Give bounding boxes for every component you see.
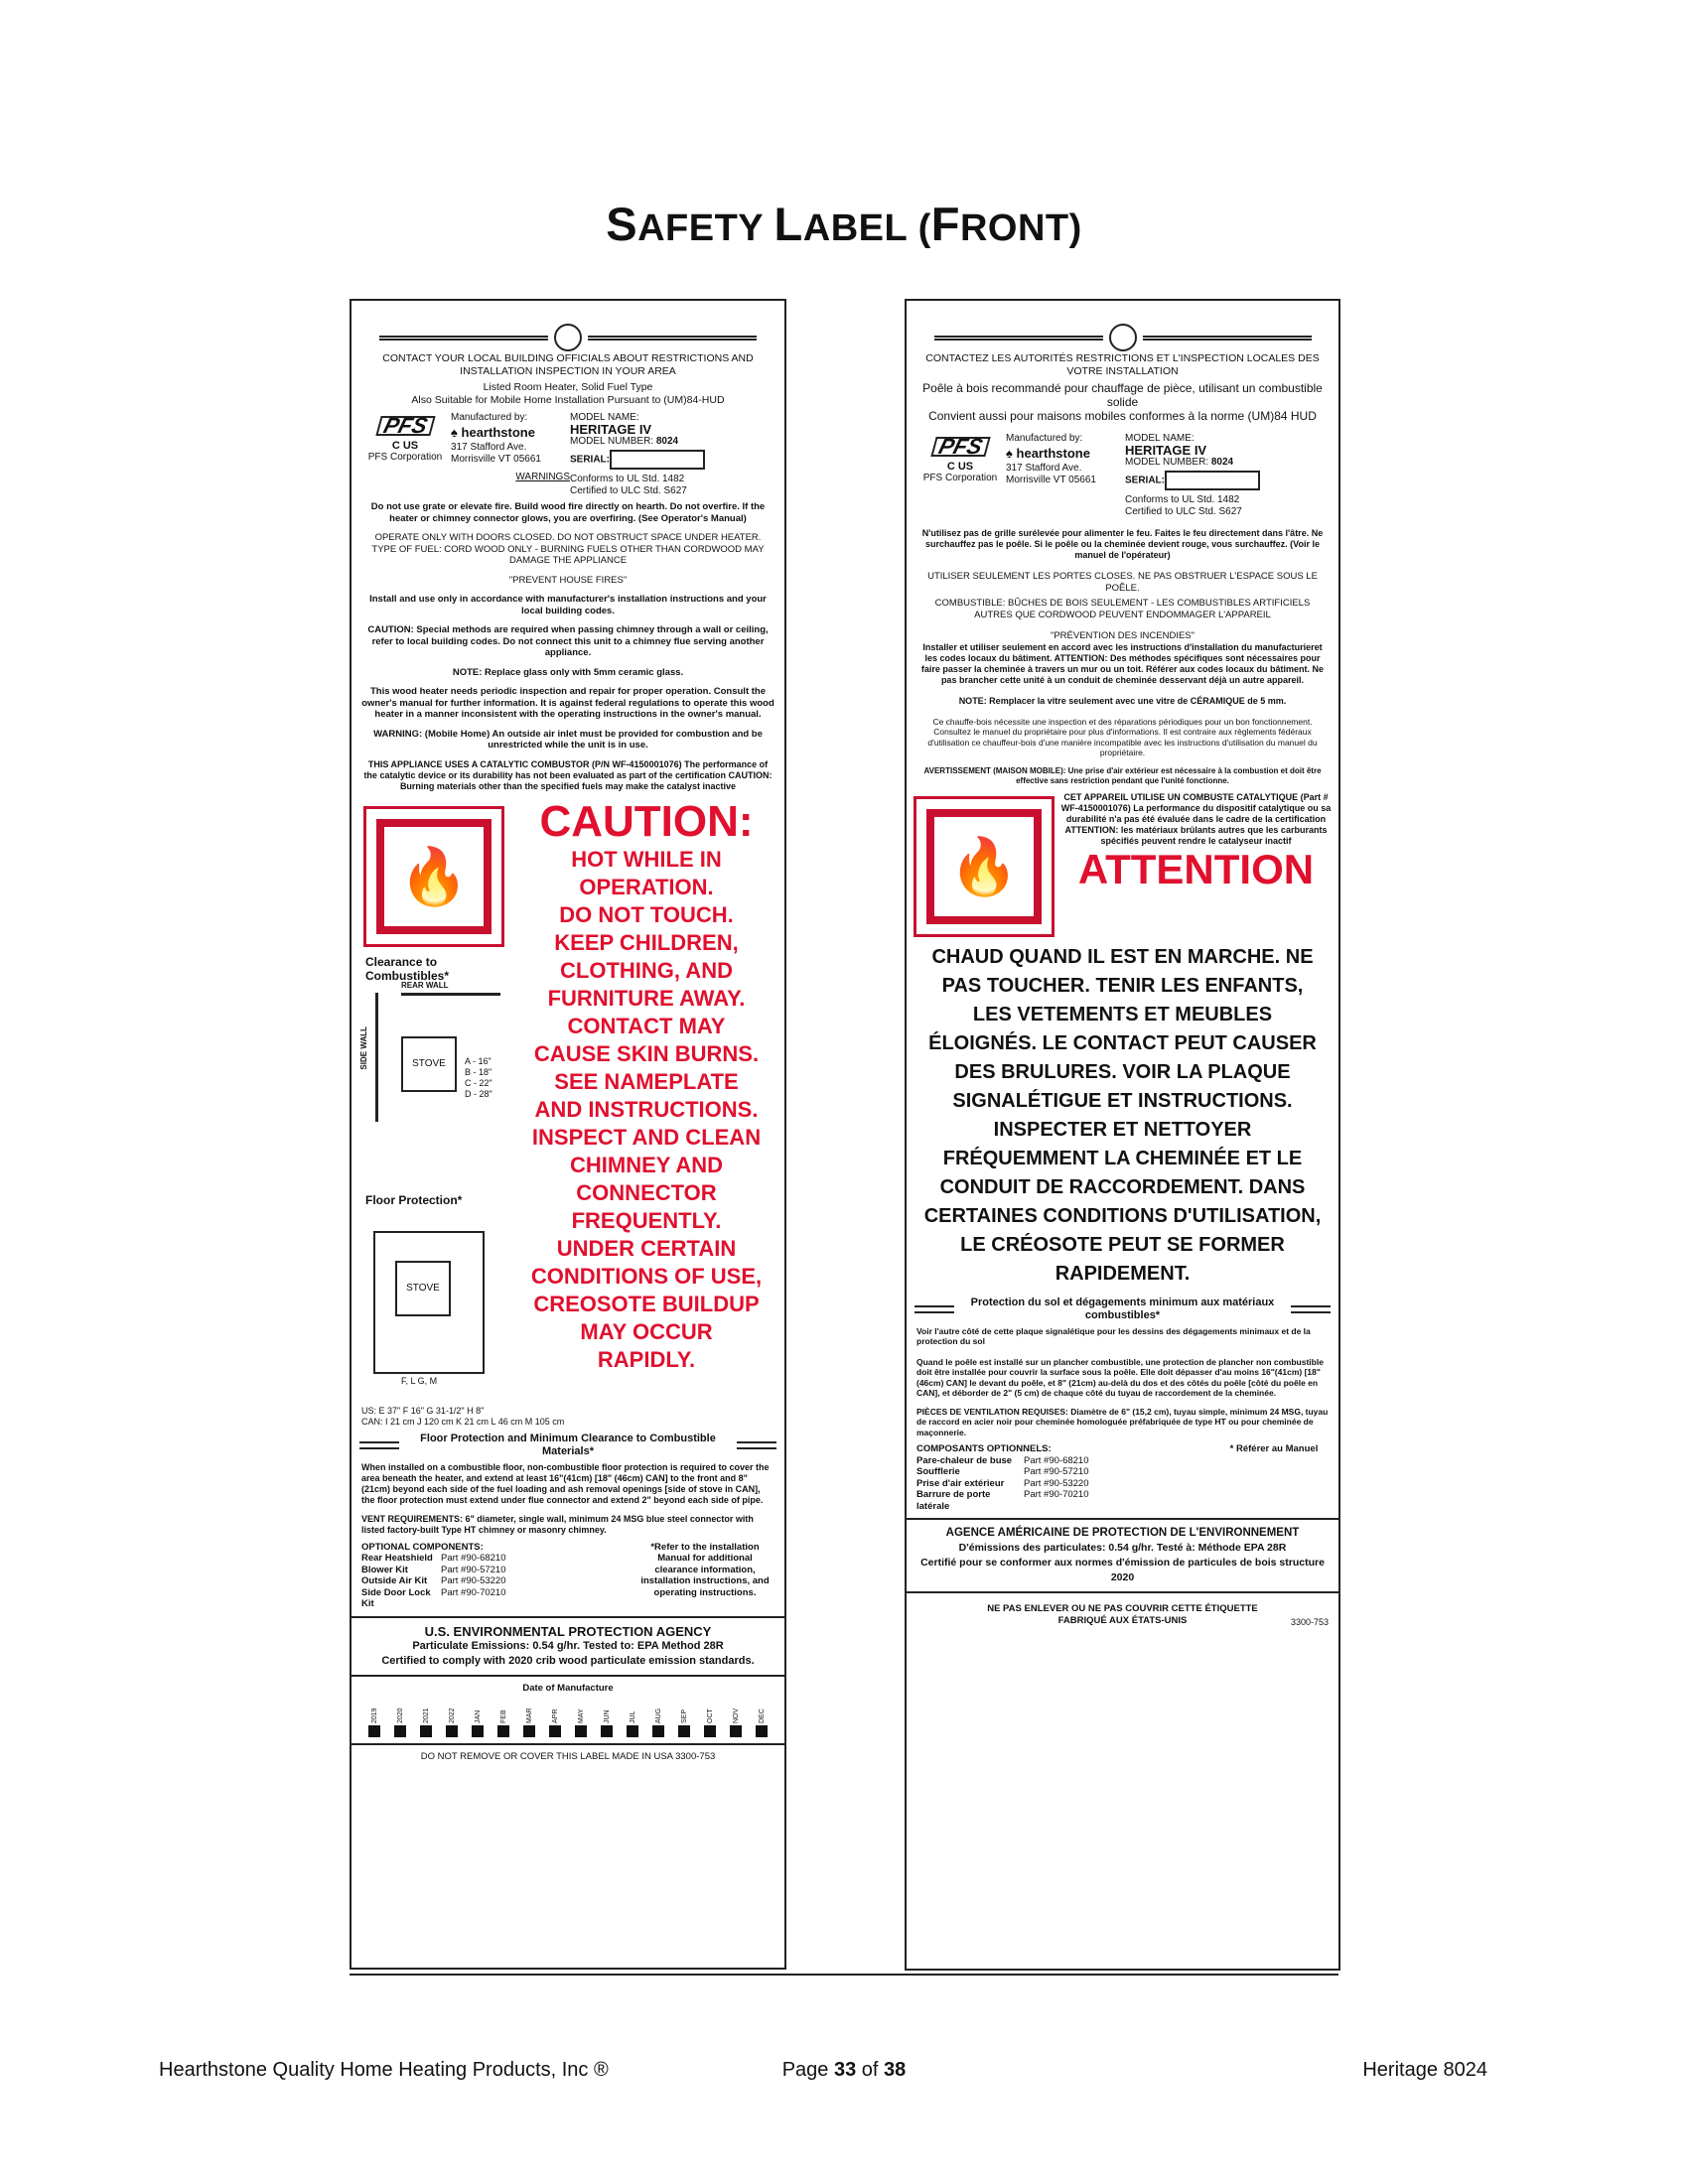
fire-hand-icon: 🔥 bbox=[926, 809, 1042, 924]
hearthstone-logo: ♠ hearthstone bbox=[1006, 446, 1090, 461]
serial-box bbox=[1165, 471, 1260, 490]
pfs-logo: PFS C US PFS Corporation bbox=[922, 434, 998, 483]
label-hanger bbox=[352, 323, 784, 352]
fire-hazard-sign bbox=[914, 796, 1055, 937]
label-header: CONTACTEZ LES AUTORITÉS RESTRICTIONS ET L'INSPECTION LOCALES DES VOTRE INSTALLATION bbox=[925, 352, 1320, 377]
caution-text: HOT WHILE IN OPERATION. DO NOT TOUCH. KEEP CHILDREN, CLOTHING, AND FURNITURE AWAY. CONTACT MAY CAUSE SKIN BURNS. SEE NAMEPLATE AND INSTRUCTIONS. INSPECT AND CLEAN CHIMNEY AND CONNECTOR FREQUENTLY. UNDER CERTAIN CONDITIONS OF USE, CREOSOTE BUILDUP MAY OCCUR RAPIDLY. bbox=[530, 846, 763, 1372]
mobile-text: Also Suitable for Mobile Home Installation Pursuant to (UM)84-HUD bbox=[411, 393, 725, 406]
caution-title: CAUTION: bbox=[539, 796, 754, 846]
attention-title: ATTENTION bbox=[1077, 845, 1315, 892]
bottom-rule bbox=[350, 1974, 1338, 1976]
epa-block: AGENCE AMÉRICAINE DE PROTECTION DE L'ENVIRONNEMENT D'émissions des particulates: 0.54 g/hr. Testé à: Méthode EPA 28R Certifié pour se conformer aux normes d'émission de particules de bois structure 2020 bbox=[920, 1527, 1325, 1583]
safety-label-french: CONTACTEZ LES AUTORITÉS RESTRICTIONS ET L'INSPECTION LOCALES DES VOTRE INSTALLATION Poêle à bois recommandé pour chauffage de pièce, utilisant un combustible solide Convient aussi pour maisons mobiles conformes à la norme (UM)84 HUD PFS C US PFS Corporation Manufactured by: ♠ hearthstone 317 Stafford Ave. Morrisville VT 05661 MODEL NAME: HERITAGE IV MODEL NUMBER: 8024 SERIAL: Conforms to UL Std. 1482 Certified to ULC Std. S627 N'utilisez pas de grille surélevée pour alimenter le feu. Faites le feu directement dans l'âtre. Ne surchauffez pas le poêle. Si le poêle ou la cheminée devient rouge, vous surchauffez. (Voir le manuel de l'opérateur) UTILISER SEULEMENT LES PORTES CLOSES. NE PAS OBSTRUER L'ESPACE SOUS LE POÊLE. COMBUSTIBLE: BÛCHES DE BOIS SEULEMENT - LES COMBUSTIBLES ARTIFICIELS AUTRES QUE CORDWOOD PEUVENT ENDOMMAGER L'APPAREIL "PRÉVENTION DES INCENDIES" Installer et utiliser seulement en accord avec les instructions d'installation du manufacturieret les codes locaux du bâtiment. ATTENTION: Des méthodes spécifiques sont nécessaires pour faire passer la cheminée à travers un mur ou un toit. Référer aux codes locaux du bâtiment. Ne pas brancher cette unité à un conduit de cheminée desservant déjà un autre appareil. NOTE: Remplacer la vitre seulement avec une vitre de CÉRAMIQUE de 5 mm. Ce chauffe-bois nécessite une inspection et des réparations périodiques pour un bon fonctionnement. Consultez le manuel du propriétaire pour plus d'informations. Il est contraire aux règlements fédéraux d'utilisation ce chauffeur-bois d'une manière incompatible avec les instructions d'utilisation du manuel du propriétaire. AVERTISSEMENT (MAISON MOBILE): Une prise d'air extérieur est nécessaire à la combustion et doit être effective sans restriction pendant que l'unité fonctionne. 🔥 CET APPAREIL UTILISE UN COMBUSTE CATALYTIQUE (Part # WF-4150001076) La performance du dispositif catalytique ou sa durabilité n'a pas été évaluée dans le cadre de la certification ATTENTION: les matériaux brûlants autres que les carburants spécifiés peuvent rendre le catalyseur inactif ATTENTION CHAUD QUAND IL EST EN MARCHE. NE PAS TOUCHER. TENIR LES ENFANTS, LES VETEMENTS ET MEUBLES ÉLOIGNÉS. LE CONTACT PEUT CAUSER DES BRULURES. VOIR LA PLAQUE SIGNALÉTIGUE ET INSTRUCTIONS. INSPECTER ET NETTOYER FRÉQUEMMENT LA CHEMINÉE ET LE CONDUIT DE RACCORDEMENT. DANS CERTAINES CONDITIONS D'UTILISATION, LE CRÉOSOTE PEUT SE FORMER RAPIDEMENT. Protection du sol et dégagements minimum aux matériaux combustibles* Voir l'autre côté de cette plaque signalétique pour les dessins des dégagements minimaux et de la protection du sol Quand le poêle est installé sur un plancher combustible, une protection de plancher non combustible doit être installée pour couvrir la surface sous la poêle. Elle doit dépasser d'au moins 16"(41cm) [18"(46cm) CAN] le devant du poêle, et 8" (21cm) au-delà du dos et des côtés du poêle [côté du poêle en CAN], et déborder de 2" (5 cm) de chaque côté du tuyau de raccordement de la cheminée. PIÈCES DE VENTILATION REQUISES: Diamètre de 6" (15,2 cm), tuyau simple, minimum 24 MSG, tuyau de raccord en acier noir pour cheminée homologuée préfabriquée de type HT ou pour cheminée de maçonnerie. COMPOSANTS OPTIONNELS: Pare-chaleur de buse Part #90-68210 Soufflerie Part #90-57210 Prise d'air extérieur Part #90-53220 Barrure de porte latérale Part #90-70210 * Référer au Manuel AGENCE AMÉRICAINE DE PROTECTION DE L'ENVIRONNEMENT D'émissions des particulates: 0.54 g/hr. Testé à: Méthode EPA 28R Certifié pour se conformer aux normes d'émission de particules de bois structure 2020 NE PAS ENLEVER OU NE PAS COUVRIR CETTE ÉTIQUETTE FABRIQUÉ AUX ÉTATS-UNIS 3300-753 bbox=[905, 299, 1340, 1971]
floor-heading: Floor Protection and Minimum Clearance to Combustible Materials* bbox=[359, 1433, 776, 1458]
caution-block bbox=[355, 798, 780, 1400]
hanger-hole-icon bbox=[1109, 324, 1137, 351]
fire-hand-icon: 🔥 bbox=[376, 819, 492, 934]
footer-model: Heritage 8024 bbox=[1362, 2059, 1487, 2081]
model-number: 8024 bbox=[655, 436, 679, 447]
optional-components: COMPOSANTS OPTIONNELS: Pare-chaleur de buse Part #90-68210 Soufflerie Part #90-57210 Prise d'air extérieur Part #90-53220 Barrure de porte latérale Part #90-70210 * Référer au Manuel bbox=[916, 1443, 1319, 1512]
date-of-manufacture: 2019 2020 2021 2022 JAN FEB MAR APR MAY JUN JUL AUG SEP OCT NOV DEC bbox=[361, 1700, 774, 1737]
hearthstone-logo: ♠ hearthstone bbox=[451, 425, 535, 440]
footer-page-number: Page 33 of 38 bbox=[781, 2059, 907, 2081]
label-bottom-text: DO NOT REMOVE OR COVER THIS LABEL MADE IN USA 3300-753 bbox=[420, 1751, 716, 1762]
serial-box bbox=[610, 450, 705, 470]
optional-components: OPTIONAL COMPONENTS: Rear Heatshield Part #90-68210 Blower Kit Part #90-57210 Outside Air Kit Part #90-53220 Side Door Lock Kit Part #90-70210 *Refer to the installation Manual for additional clearance information, installation instructions, and operating instructions. bbox=[361, 1541, 770, 1609]
manufacturer-block: PFS C US PFS Corporation Manufactured by: ♠ hearthstone 317 Stafford Ave. Morrisville VT 05661 WARNINGS MODEL NAME: HERITAGE IV MODEL NUMBER: 8024 SERIAL: Conforms to UL Std. 1482 Certified to ULC Std. S627 bbox=[359, 412, 776, 497]
page-title: SAFETY LABEL (FRONT) bbox=[606, 198, 1082, 250]
safety-label-english: CONTACT YOUR LOCAL BUILDING OFFICIALS ABOUT RESTRICTIONS AND INSTALLATION INSPECTION IN YOUR AREA Listed Room Heater, Solid Fuel Type Also Suitable for Mobile Home Installation Pursuant to (UM)84-HUD PFS C US PFS Corporation Manufactured by: ♠ hearthstone 317 Stafford Ave. Morrisville VT 05661 WARNINGS MODEL NAME: HERITAGE IV MODEL NUMBER: 8024 SERIAL: Conforms to UL Std. 1482 Certified to ULC Std. S627 Do not use grate or elevate fire. Build wood fire directly on hearth. Do not overfire. If the heater or chimney connector glows, you are overfiring. (See Operator's Manual) OPERATE ONLY WITH DOORS CLOSED. DO NOT OBSTRUCT SPACE UNDER HEATER. TYPE OF FUEL: CORD WOOD ONLY - BURNING FUELS OTHER THAN CORDWOOD MAY DAMAGE THE APPLIANCE "PREVENT HOUSE FIRES" Install and use only in accordance with manufacturer's installation instructions and your local building codes. CAUTION: Special methods are required when passing chimney through a wall or ceiling, refer to local building codes. Do not connect this unit to a chimney flue serving another appliance. NOTE: Replace glass only with 5mm ceramic glass. This wood heater needs periodic inspection and repair for proper operation. Consult the owner's manual for further information. It is against federal regulations to operate this wood heater in a manner inconsistent with the operating instructions in the owner's manual. WARNING: (Mobile Home) An outside air inlet must be provided for combustion and be unrestricted while the unit is in use. THIS APPLIANCE USES A CATALYTIC COMBUSTOR (P/N WF-4150001076) The performance of the catalytic device or its durability has not been evaluated as part of the certification CAUTION: Burning materials other than the specified fuels may make the catalyst inactive 🔥 Clearance to Combustibles* REAR WALL SIDE WALL STOVE A - 16" B - 18" C - 22" D - 28" Floor Protection* STOVE F, L G, M CAUTION: HOT WHILE IN OPERATION. DO NOT TOUCH. KEEP CHILDREN, CLOTHING, AND FURNITURE AWAY. CONTACT MAY CAUSE SKIN BURNS. SEE NAMEPLATE AND INSTRUCTIONS. INSPECT AND CLEAN CHIMNEY AND CONNECTOR FREQUENTLY. UNDER CERTAIN CONDITIONS OF USE, CREOSOTE BUILDUP MAY OCCUR RAPIDLY. US: E 37" F 16" G 31-1/2" H 8" CAN: I 21 cm J 120 cm K 21 cm L 46 cm M 105 cm Floor Protection and Minimum Clearance to Combustible Materials* When installed on a combustible floor, non-combustible floor protection is required to cover the area beneath the heater, and extend at least 16"(41cm) [18" (46cm) CAN] to the front and 8"(21cm) beyond each side of the fuel loading and ash removal openings [side of stove in CAN], the floor protection must extend under flue connector and extend 2" beyond each side of pipe. VENT REQUIREMENTS: 6" diameter, single wall, minimum 24 MSG blue steel connector with listed factory-built Type HT chimney or masonry chimney. OPTIONAL COMPONENTS: Rear Heatshield Part #90-68210 Blower Kit Part #90-57210 Outside Air Kit Part #90-53220 Side Door Lock Kit Part #90-70210 *Refer to the installation Manual for additional clearance information, installation instructions, and operating instructions. U.S. ENVIRONMENTAL PROTECTION AGENCY Particulate Emissions: 0.54 g/hr. Tested to: EPA Method 28R Certified to comply with 2020 crib wood particulate emission standards. Date of Manufacture 2019 2020 2021 2022 JAN FEB MAR APR MAY JUN JUL AUG SEP OCT NOV DEC DO NOT REMOVE OR COVER THIS LABEL MADE IN USA 3300-753 bbox=[350, 299, 786, 1970]
clearance-label: Clearance to Combustibles* bbox=[365, 954, 450, 983]
clearance-diagram: REAR WALL SIDE WALL STOVE A - 16" B - 18" C - 22" D - 28" bbox=[361, 987, 510, 1185]
fire-hazard-sign bbox=[363, 806, 504, 947]
listed-text: Listed Room Heater, Solid Fuel Type bbox=[483, 381, 653, 393]
hanger-hole-icon bbox=[554, 324, 582, 351]
floor-heading: Protection du sol et dégagements minimum aux matériaux combustibles* bbox=[914, 1297, 1331, 1322]
model-name: HERITAGE IV bbox=[570, 422, 652, 437]
attention-text: CHAUD QUAND IL EST EN MARCHE. NE PAS TOUCHER. TENIR LES ENFANTS, LES VETEMENTS ET MEUBLES ÉLOIGNÉS. LE CONTACT PEUT CAUSER DES BRULURES. VOIR LA PLAQUE SIGNALÉTIGUE ET INSTRUCTIONS. INSPECTER ET NETTOYER FRÉQUEMMENT LA CHEMINÉE ET LE CONDUIT DE RACCORDEMENT. DANS CERTAINES CONDITIONS D'UTILISATION, LE CRÉOSOTE PEUT SE FORMER RAPIDEMENT. bbox=[923, 945, 1322, 1285]
model-number: 8024 bbox=[1210, 457, 1234, 468]
footer-company: Hearthstone Quality Home Heating Products, Inc ® bbox=[159, 2059, 609, 2081]
floor-protection-diagram: STOVE F, L G, M bbox=[361, 1211, 510, 1400]
floor-protection-label: Floor Protection* bbox=[365, 1192, 463, 1207]
epa-block: U.S. ENVIRONMENTAL PROTECTION AGENCY Particulate Emissions: 0.54 g/hr. Tested to: EPA Method 28R Certified to comply with 2020 crib wood particulate emission standards. bbox=[381, 1623, 755, 1667]
manufacturer-block: PFS C US PFS Corporation Manufactured by: ♠ hearthstone 317 Stafford Ave. Morrisville VT 05661 MODEL NAME: HERITAGE IV MODEL NUMBER: 8024 SERIAL: Conforms to UL Std. 1482 Certified to ULC Std. S627 bbox=[914, 433, 1331, 518]
attention-block: 🔥 CET APPAREIL UTILISE UN COMBUSTE CATALYTIQUE (Part # WF-4150001076) La performance du dispositif catalytique ou sa durabilité n'a pas été évaluée dans le cadre de la certification ATTENTION: les matériaux brûlants autres que les carburants spécifiés peuvent rendre le catalyseur inactif ATTENTION bbox=[911, 792, 1335, 937]
label-hanger bbox=[907, 323, 1338, 352]
model-name: HERITAGE IV bbox=[1125, 443, 1207, 458]
label-header: CONTACT YOUR LOCAL BUILDING OFFICIALS ABOUT RESTRICTIONS AND INSTALLATION INSPECTION IN YOUR AREA bbox=[382, 352, 754, 377]
pfs-logo: PFS C US PFS Corporation bbox=[367, 413, 443, 463]
stove-box: STOVE bbox=[401, 1036, 457, 1092]
